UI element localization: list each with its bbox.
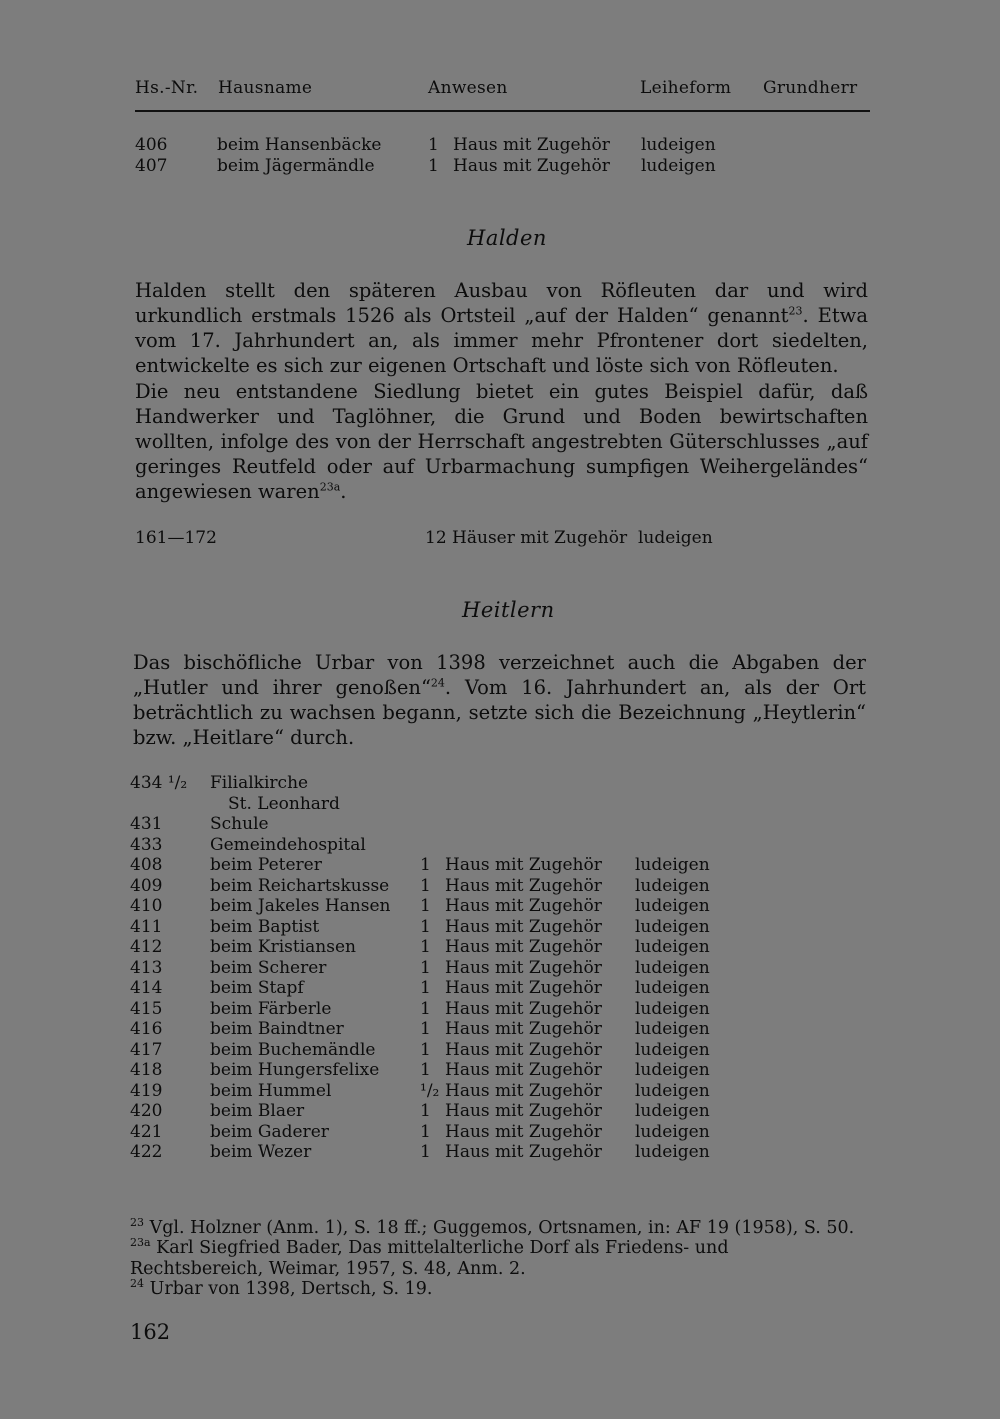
quantity: ¹/₂	[420, 1080, 440, 1101]
property: Haus mit Zugehör	[445, 957, 602, 978]
house-number: 419	[130, 1080, 163, 1101]
quantity: 1	[420, 978, 431, 998]
house-number: 411	[130, 916, 163, 937]
house-number: 420	[130, 1101, 163, 1121]
tenure: ludeigen	[635, 978, 710, 998]
halden-paragraph-2: Die neu entstandene Siedlung bietet ein gutes Beispiel dafür, daß Handwerker und Taglöhner, die Grund und Boden bewirtschaften wollten, infolge des von der Herrschaft angestrebten Güterschlusses „auf geringes Reutfeld oder auf Urbarmachung sumpfigen Weihergeländes“ angewiesen waren$^{23a}$.	[135, 380, 868, 503]
tenure: ludeigen	[635, 1101, 710, 1121]
property: Haus mit Zugehör	[445, 978, 602, 998]
section-title-heitlern: Heitlern	[462, 598, 555, 622]
tenure: ludeigen	[635, 937, 710, 957]
property: Haus mit Zugehör	[445, 1121, 602, 1142]
house-number: 418	[130, 1060, 163, 1080]
property: Haus mit Zugehör	[445, 998, 602, 1019]
property: Haus mit Zugehör	[445, 916, 602, 937]
property: Haus mit Zugehör	[445, 1080, 602, 1101]
house-name: beim Färberle	[210, 998, 332, 1019]
quantity: 1	[420, 1039, 431, 1060]
house-name: beim Stapf	[210, 978, 304, 998]
footnote-23: $^{23}$ Vgl. Holzner (Anm. 1), S. 18 ff.; Guggemos, Ortsnamen, in: AF 19 (1958), S. 50.	[130, 1216, 855, 1238]
footnote-ref: 24	[430, 676, 445, 690]
header-anwesen: Anwesen	[428, 78, 508, 98]
tenure: ludeigen	[635, 916, 710, 937]
house-name: beim Baptist	[210, 916, 320, 937]
tenure: ludeigen	[641, 135, 716, 155]
property: Haus mit Zugehör	[453, 156, 610, 176]
house-number: 407	[135, 156, 168, 176]
property: Haus mit Zugehör	[445, 855, 602, 875]
tenure: ludeigen	[635, 1019, 710, 1039]
property: Haus mit Zugehör	[445, 1142, 602, 1162]
quantity: 1	[420, 1019, 431, 1039]
header-hausname: Hausname	[218, 78, 313, 98]
quantity: 1	[420, 896, 431, 916]
house-number: 409	[130, 875, 163, 896]
table-row	[135, 135, 855, 157]
house-number: 410	[130, 896, 163, 916]
page-number: 162	[130, 1320, 171, 1344]
house-name: beim Reichartskusse	[210, 875, 390, 896]
quantity: 1	[428, 135, 439, 155]
property: Haus mit Zugehör	[445, 1101, 602, 1121]
house-name: beim Gaderer	[210, 1121, 329, 1142]
house-number: 422	[130, 1142, 163, 1162]
house-name: beim Wezer	[210, 1142, 312, 1162]
property: Haus mit Zugehör	[445, 875, 602, 896]
house-name: beim Jakeles Hansen	[210, 896, 391, 916]
quantity: 1	[420, 1121, 431, 1142]
header-hs-nr: Hs.-Nr.	[135, 78, 199, 98]
quantity: 1	[420, 1060, 431, 1080]
house-name: St. Leonhard	[228, 793, 340, 814]
footnote-23a: $^{23a}$ Karl Siegfried Bader, Das mittelalterliche Dorf als Friedens- und Rechtsbereich, Weimar, 1957, S. 48, Anm. 2.	[130, 1236, 729, 1279]
house-number: 408	[130, 855, 163, 875]
house-name: Gemeindehospital	[210, 834, 366, 855]
quantity: 1	[420, 855, 431, 875]
house-name: beim Buchemändle	[210, 1039, 376, 1060]
tenure: ludeigen	[635, 855, 710, 875]
header-grundherr: Grundherr	[763, 78, 858, 98]
house-name: beim Hansenbäcke	[217, 135, 382, 155]
house-name: beim Kristiansen	[210, 937, 356, 957]
quantity: 1	[420, 1142, 431, 1162]
tenure: ludeigen	[635, 1121, 710, 1142]
property: Haus mit Zugehör	[445, 896, 602, 916]
table-row	[135, 156, 855, 178]
quantity: 1	[420, 957, 431, 978]
footnote-ref: 23a	[319, 480, 341, 494]
quantity: 1	[420, 875, 431, 896]
quantity: 1	[420, 937, 431, 957]
house-number: 433	[130, 834, 163, 855]
quantity: 1	[428, 156, 439, 176]
property: Haus mit Zugehör	[445, 1019, 602, 1039]
house-name: beim Hungersfelixe	[210, 1060, 380, 1080]
house-name: beim Peterer	[210, 855, 322, 875]
property: Haus mit Zugehör	[453, 135, 610, 155]
property: Haus mit Zugehör	[445, 1060, 602, 1080]
header-leiheform: Leiheform	[640, 78, 732, 98]
tenure: ludeigen	[635, 1060, 710, 1080]
house-number: 415	[130, 998, 163, 1019]
house-name: beim Blaer	[210, 1101, 305, 1121]
house-number: 417	[130, 1039, 163, 1060]
house-name: beim Scherer	[210, 957, 327, 978]
house-name: beim Jägermändle	[217, 156, 375, 176]
property: Haus mit Zugehör	[445, 1039, 602, 1060]
house-number: 414	[130, 978, 163, 998]
quantity: 1	[420, 1101, 431, 1121]
house-name: beim Hummel	[210, 1080, 332, 1101]
tenure: ludeigen	[641, 156, 716, 176]
quantity: 1	[420, 998, 431, 1019]
property: Haus mit Zugehör	[445, 937, 602, 957]
tenure: ludeigen	[635, 957, 710, 978]
house-name: Filialkirche	[210, 773, 309, 793]
quantity: 1	[420, 916, 431, 937]
house-number: 413	[130, 957, 163, 978]
house-name: beim Baindtner	[210, 1019, 344, 1039]
house-name: Schule	[210, 814, 269, 834]
house-number: 161—172	[135, 528, 217, 548]
property: 12 Häuser mit Zugehör	[425, 528, 628, 548]
tenure: ludeigen	[635, 1080, 710, 1101]
house-number: 406	[135, 135, 168, 155]
house-number: 434 ¹/₂	[130, 773, 188, 793]
tenure: ludeigen	[635, 1039, 710, 1060]
tenure: ludeigen	[635, 1142, 710, 1162]
table-row	[135, 528, 855, 550]
tenure: ludeigen	[635, 896, 710, 916]
house-number: 421	[130, 1121, 163, 1142]
house-number: 416	[130, 1019, 163, 1039]
tenure: ludeigen	[638, 528, 713, 548]
section-title-halden: Halden	[467, 226, 547, 250]
header-rule	[135, 110, 870, 112]
heitlern-paragraph: Das bischöfliche Urbar von 1398 verzeichnet auch die Abgaben der „Hutler und ihrer genoßen“$^{24}$. Vom 16. Jahrhundert an, als der Ort beträchtlich zu wachsen begann, setzte sich die Bezeichnung „Heytlerin“ bzw. „Heitlare“ durch.	[133, 651, 866, 749]
footnote-24: $^{24}$ Urbar von 1398, Dertsch, S. 19.	[130, 1277, 433, 1299]
halden-paragraph-1: Halden stellt den späteren Ausbau von Röfleuten dar und wird urkundlich erstmals 1526 als Ortsteil „auf der Halden“ genannt$^{23}$. Etwa vom 17. Jahrhundert an, als immer mehr Pfrontener dort siedelten, entwickelte es sich zur eigenen Ortschaft und löste sich von Röfleuten.	[135, 279, 868, 377]
footnote-ref: 23	[788, 304, 803, 318]
tenure: ludeigen	[635, 998, 710, 1019]
house-number: 412	[130, 937, 163, 957]
tenure: ludeigen	[635, 875, 710, 896]
house-number: 431	[130, 814, 163, 834]
